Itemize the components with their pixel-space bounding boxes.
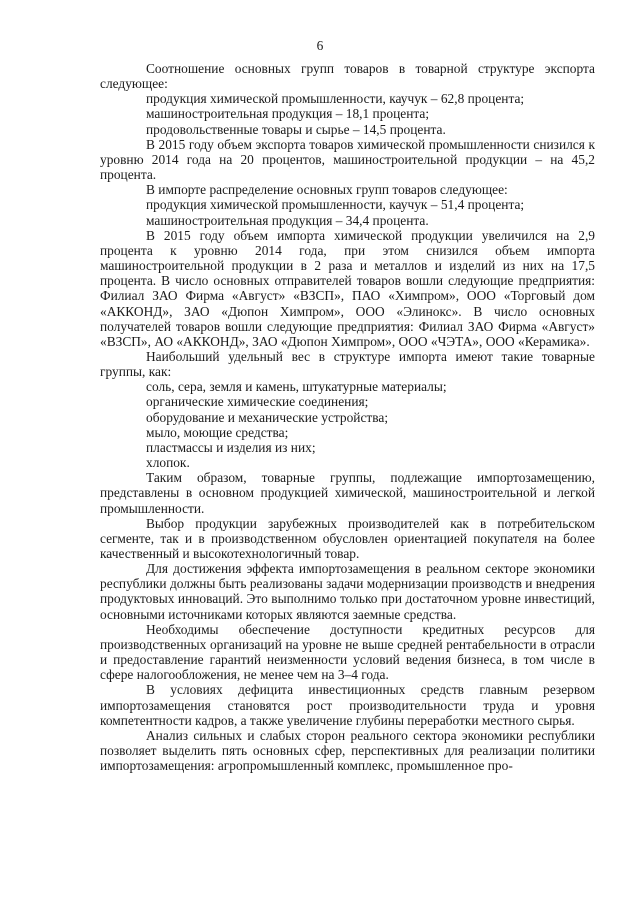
- list-item: продукция химической промышленности, каучук – 51,4 процента;: [146, 197, 525, 213]
- list-item: машиностроительная продукция – 34,4 процента.: [146, 212, 429, 228]
- paragraph: Необходимы обеспечение доступности кредитных ресурсов для производственных организаций на уровне не выше средней рентабельности в отрасли и предоставление гарантий неизменности условий ведения бизнеса, в том числе в сфере налогообложения, не менее чем на 3–4 года.: [100, 621, 595, 683]
- paragraph: В 2015 году объем импорта химической продукции увеличился на 2,9 процента к уровню 2014 года, при этом снизился объем импорта машиностроительной продукции в 2 раза и металлов и изделий из них на 17,5 процента. В число основных отправителей товаров вошли следующие предприятия: Филиал ЗАО Фирма «Август» «ВЗСП», ПАО «Химпром», ООО «Торговый дом «АККОНД», ЗАО «Дюпон Химпром», ООО «Элинокс». В число основных получателей товаров вошли следующие предприятия: Филиал ЗАО Фирма «Август» «ВЗСП», АО «АККОНД», ЗАО «Дюпон Химпром», ООО «ЧЭТА», ООО «Керамика».: [100, 227, 595, 349]
- list-item: соль, сера, земля и камень, штукатурные материалы;: [146, 379, 447, 395]
- paragraph: Для достижения эффекта импортозамещения в реальном секторе экономики республики должны быть реализованы задачи модернизации производств и внедрения продуктовых инноваций. Это выполнимо только при достаточном уровне инвестиций, основными источниками которых являются заемные средства.: [100, 561, 595, 622]
- paragraph: Анализ сильных и слабых сторон реального сектора экономики республики позволяет выделить пять основных сфер, перспективных для реализации политики импортозамещения: агропромышленный комплекс, промышленное про-: [100, 727, 595, 774]
- page-number: 6: [316, 38, 324, 53]
- list-item: органические химические соединения;: [146, 394, 369, 410]
- list-item: оборудование и механические устройства;: [146, 409, 389, 425]
- paragraph: В 2015 году объем экспорта товаров химической промышленности снизился к уровню 2014 года на 20 процентов, машиностроительной продукции – на 45,2 процента.: [100, 136, 595, 183]
- list-item: хлопок.: [146, 455, 190, 471]
- paragraph: Соотношение основных групп товаров в товарной структуре экспорта следующее:: [100, 61, 595, 92]
- list-item: мыло, моющие средства;: [146, 424, 289, 440]
- paragraph: Наибольший удельный вес в структуре импорта имеют такие товарные группы, как:: [100, 348, 595, 380]
- list-item: машиностроительная продукция – 18,1 процента;: [146, 106, 430, 122]
- list-item: пластмассы и изделия из них;: [146, 439, 316, 455]
- paragraph: В импорте распределение основных групп товаров следующее:: [146, 182, 508, 198]
- paragraph: Таким образом, товарные группы, подлежащие импортозамещению, представлены в основном продукцией химической, машиностроительной и легкой промышленности.: [100, 470, 595, 516]
- document-body: [100, 61, 595, 773]
- paragraph: В условиях дефицита инвестиционных средств главным резервом импортозамещения становятся рост производительности труда и уровня компетентности кадров, а также увеличение глубины переработки местного сырья.: [100, 682, 595, 728]
- paragraph: Выбор продукции зарубежных производителей как в потребительском сегменте, так и в производственном обусловлен ориентацией покупателя на более качественный и высокотехнологичный товар.: [100, 515, 595, 561]
- list-item: продовольственные товары и сырье – 14,5 процента.: [146, 121, 446, 137]
- list-item: продукция химической промышленности, каучук – 62,8 процента;: [146, 91, 525, 107]
